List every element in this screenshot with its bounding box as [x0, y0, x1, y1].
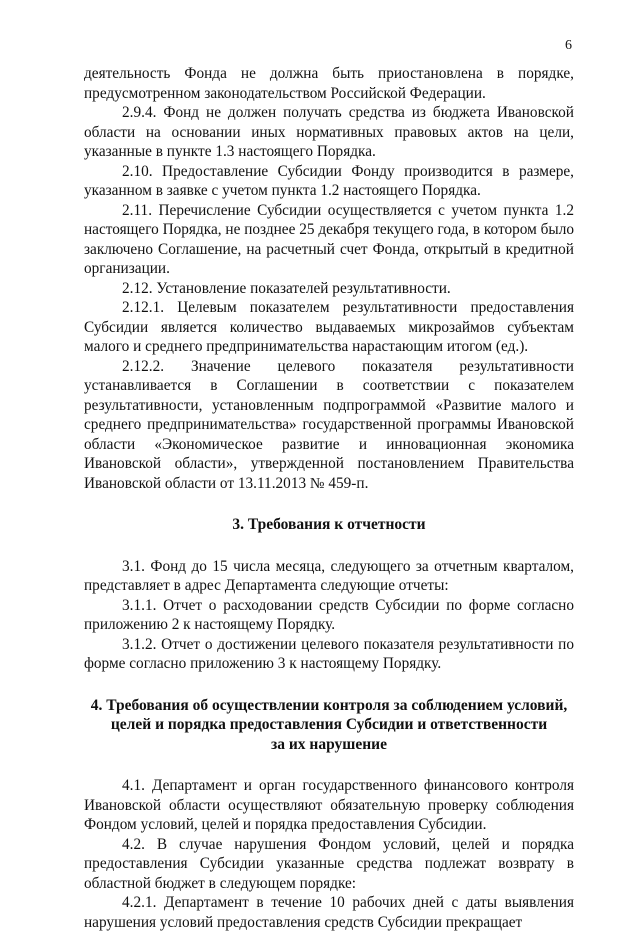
- paragraph-4-2: 4.2. В случае нарушения Фондом условий, целей и порядка предоставления Субсидии указанные средства подлежат возврату в областной бюджет в следующем порядке:: [84, 835, 574, 892]
- heading-4-line-1: 4. Требования об осуществлении контроля за соблюдением условий,: [90, 696, 568, 714]
- paragraph-4-2-1: 4.2.1. Департамент в течение 10 рабочих дней с даты выявления нарушения условий предоставления средств Субсидии прекращает: [84, 894, 574, 931]
- paragraph-continuation: деятельность Фонда не должна быть приостановлена в порядке, предусмотренном законодательством Российской Федерации.: [84, 65, 574, 102]
- section-heading-3: 3. Требования к отчетности: [232, 516, 426, 533]
- paragraph-2-9-4: 2.9.4. Фонд не должен получать средства из бюджета Ивановской области на основании иных нормативных правовых актов на цели, указанные в пункте 1.3 настоящего Порядка.: [84, 104, 574, 160]
- heading-4-line-2: целей и порядка предоставления Субсидии и ответственности: [110, 716, 548, 733]
- paragraph-3-1: 3.1. Фонд до 15 числа месяца, следующего за отчетным кварталом, представляет в адрес Департамента следующие отчеты:: [84, 557, 574, 594]
- paragraph-2-11: 2.11. Перечисление Субсидии осуществляется с учетом пункта 1.2 настоящего Порядка, не позднее 25 декабря текущего года, в котором было заключено Соглашение, на расчетный счет Фонда, открытый в кредитной организации.: [84, 201, 574, 277]
- paragraph-2-12-1: 2.12.1. Целевым показателем результативности предоставления Субсидии является количество выдаваемых микрозаймов субъектам малого и среднего предпринимательства нарастающим итогом (ед.).: [84, 299, 574, 355]
- page-number: 6: [565, 38, 572, 53]
- paragraph-4-1: 4.1. Департамент и орган государственного финансового контроля Ивановской области осуществляют обязательную проверку соблюдения Фондом условий, целей и порядка предоставления Субсидии.: [84, 777, 574, 833]
- paragraph-2-10: 2.10. Предоставление Субсидии Фонду производится в размере, указанном в заявке с учетом пункта 1.2 настоящего Порядка.: [84, 162, 574, 199]
- paragraph-2-12: 2.12. Установление показателей результативности.: [122, 279, 451, 297]
- document-body: [84, 64, 574, 932]
- section-heading-4: [84, 696, 574, 755]
- paragraph-2-12-2: 2.12.2. Значение целевого показателя результативности устанавливается в Соглашении в соответствии с показателем результативности, установленным подпрограммой «Развитие малого и среднего предпринимательства» государственной программы Ивановской области «Экономическое развитие и инновационная экономика Ивановской области», утвержденной постановлением Правительства Ивановской области от 13.11.2013 № 459-п.: [84, 357, 574, 492]
- paragraph-3-1-1: 3.1.1. Отчет о расходовании средств Субсидии по форме согласно приложению 2 к настоящему Порядку.: [84, 596, 574, 633]
- paragraph-3-1-2: 3.1.2. Отчет о достижении целевого показателя результативности по форме согласно приложению 3 к настоящему Порядку.: [84, 635, 574, 672]
- heading-4-line-3: за их нарушение: [271, 735, 387, 753]
